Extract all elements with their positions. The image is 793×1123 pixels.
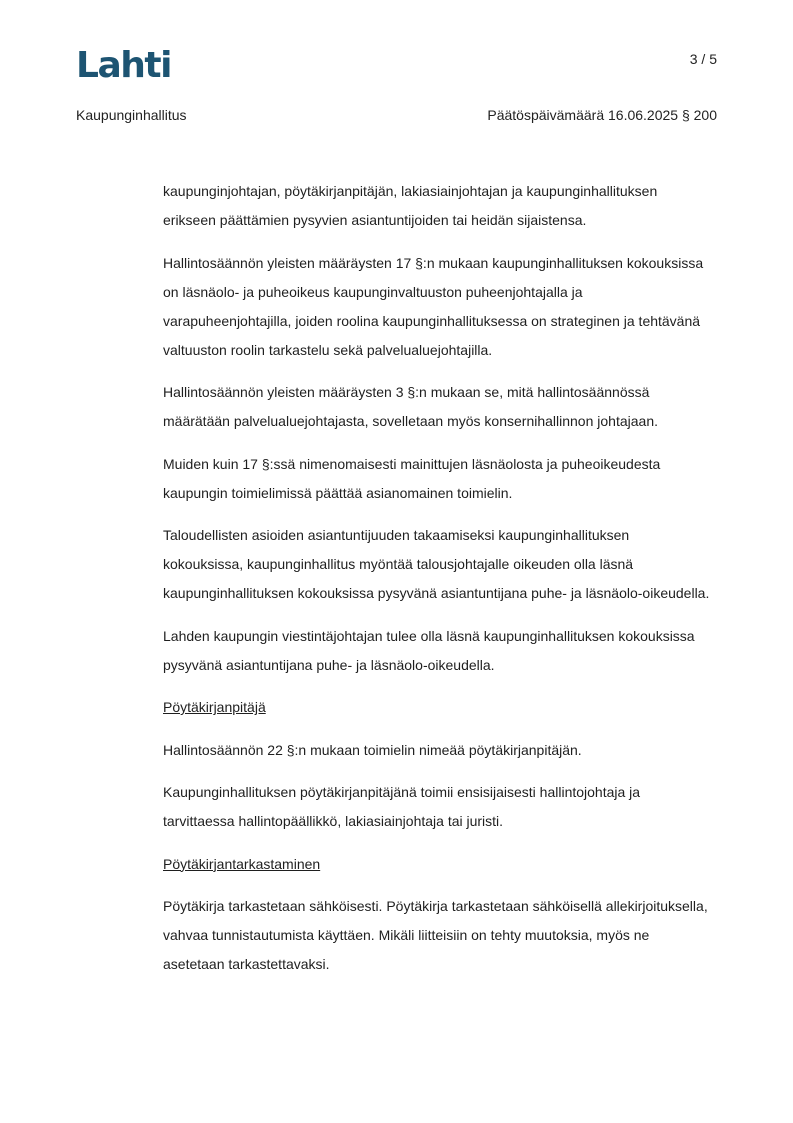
document-body (163, 177, 711, 993)
page-number: 3 / 5 (689, 51, 717, 67)
paragraph: Hallintosäännön 22 §:n mukaan toimielin nimeää pöytäkirjanpitäjän. (163, 741, 582, 758)
paragraph: Kaupunginhallituksen pöytäkirjanpitäjänä toimii ensisijaisesti hallintojohtaja ja tarvittaessa hallintopäällikkö, lakiasiainjohtaja tai juristi. (163, 784, 641, 829)
paragraph: Muiden kuin 17 §:ssä nimenomaisesti mainittujen läsnäolosta ja puheoikeudesta kaupungin toimielimissä päättää asianomainen toimielin. (163, 455, 661, 501)
organization-name: Kaupunginhallitus (76, 107, 187, 123)
lahti-logo: Lahti (76, 45, 171, 86)
paragraph: Lahden kaupungin viestintäjohtajan tulee olla läsnä kaupunginhallituksen kokouksissa pysyvänä asiantuntijana puhe- ja läsnäolo-oikeudella. (163, 627, 695, 673)
paragraph: Pöytäkirja tarkastetaan sähköisesti. Pöytäkirja tarkastetaan sähköisellä allekirjoituksella, vahvaa tunnistautumista käyttäen. Mikäli liitteisiin on tehty muutoksia, myös ne asetetaan tarkastettavaksi. (163, 898, 708, 972)
decision-date: Päätöspäivämäärä 16.06.2025 § 200 (487, 107, 717, 123)
paragraph: Hallintosäännön yleisten määräysten 3 §:n mukaan se, mitä hallintosäännössä määrätään palvelualuejohtajasta, sovelletaan myös konsernihallinnon johtajaan. (163, 384, 658, 429)
section-heading-review: Pöytäkirjantarkastaminen (163, 855, 321, 872)
paragraph: kaupunginjohtajan, pöytäkirjanpitäjän, lakiasiainjohtajan ja kaupunginhallituksen erikseen päättämien pysyvien asiantuntijoiden tai heidän sijaistensa. (163, 183, 658, 228)
paragraph: Taloudellisten asioiden asiantuntijuuden takaamiseksi kaupunginhallituksen kokouksissa, kaupunginhallitus myöntää talousjohtajalle oikeuden olla läsnä kaupunginhallituksen kokouksissa pysyvänä asiantuntijana puhe- ja läsnäolo-oikeudella. (163, 527, 710, 601)
paragraph: Hallintosäännön yleisten määräysten 17 §:n mukaan kaupunginhallituksen kokouksissa on läsnäolo- ja puheoikeus kaupunginvaltuuston puheenjohtajalla ja varapuheenjohtajilla, joiden roolina kaupunginhallituksessa on strateginen ja tehtävänä valtuuston roolin tarkastelu sekä palvelualuejohtajilla. (163, 254, 704, 358)
section-heading-secretary: Pöytäkirjanpitäjä (163, 699, 266, 715)
